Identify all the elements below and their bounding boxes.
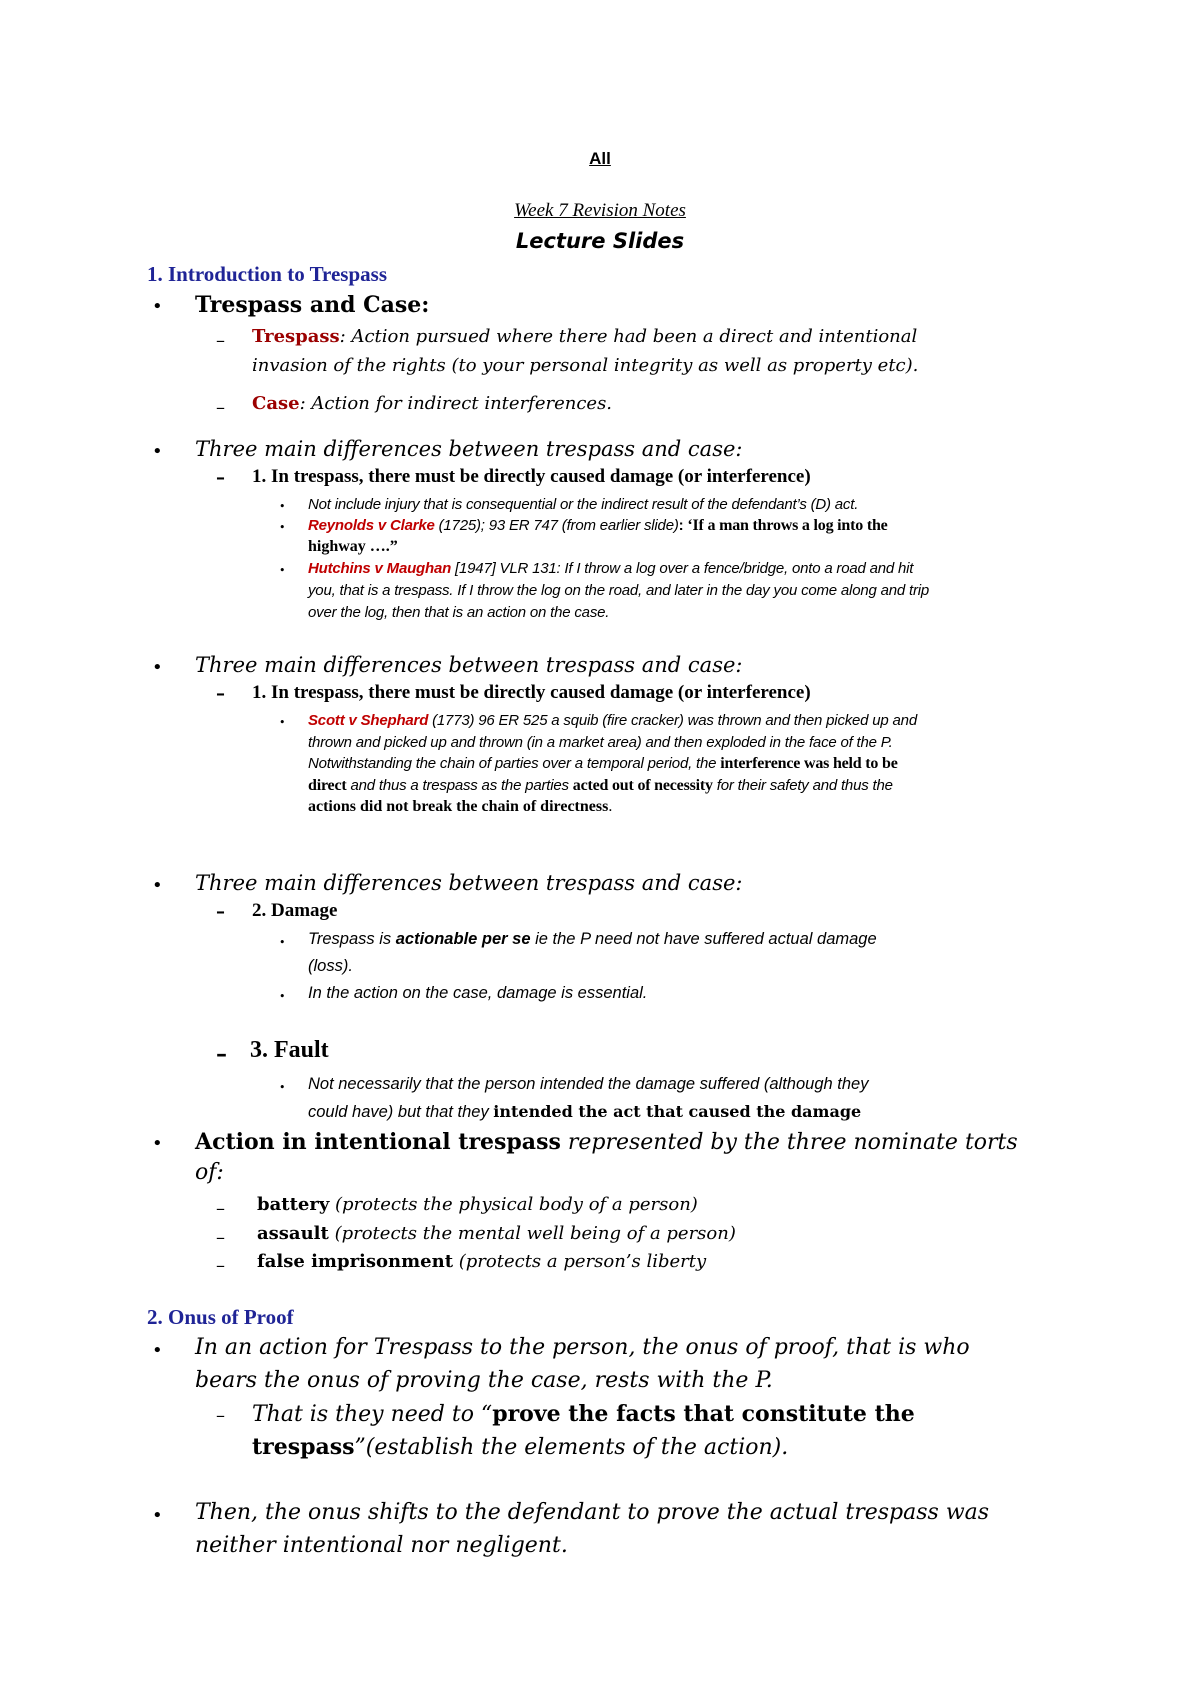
differences-heading-2: Three main differences between trespass and case: bbox=[195, 653, 743, 677]
onus-shift-line-2: neither intentional nor negligent. bbox=[195, 1533, 568, 1558]
onus-sub-line-2: trespass”(establish the elements of the action). bbox=[252, 1434, 789, 1460]
scott-case-name: Scott v Shephard bbox=[308, 712, 429, 729]
trespass-definition-line-2: invasion of the rights (to your personal integrity as well as property etc). bbox=[252, 355, 919, 376]
bullet-icon: • bbox=[152, 657, 163, 678]
not-include-note: Not include injury that is consequential or the indirect result of the defendant’s (D) act. bbox=[308, 496, 859, 513]
action-line-1: Action in intentional trespass represented by the three nominate torts bbox=[195, 1129, 1018, 1155]
hutchins-line-1: Hutchins v Maughan [1947] VLR 131: If I throw a log over a fence/bridge, onto a road and hit bbox=[308, 560, 914, 577]
tort-assault: assault (protects the mental well being of a person) bbox=[257, 1223, 736, 1244]
difference-2-heading: 2. Damage bbox=[252, 900, 338, 921]
reynolds-case-name: Reynolds v Clarke bbox=[308, 517, 435, 534]
section-1-title: Introduction to Trespass bbox=[168, 262, 387, 286]
difference-1-heading-repeat: 1. In trespass, there must be directly caused damage (or interference) bbox=[252, 682, 811, 703]
dash-icon: – bbox=[216, 901, 225, 922]
small-bullet-icon: • bbox=[279, 500, 286, 513]
onus-paragraph-line-1: In an action for Trespass to the person, the onus of proof, that is who bbox=[195, 1335, 970, 1360]
scott-line-2: thrown and picked up and thrown (in a market area) and then exploded in the face of the P. bbox=[308, 734, 893, 751]
differences-heading-3: Three main differences between trespass and case: bbox=[195, 871, 743, 895]
onus-shift-line-1: Then, the onus shifts to the defendant to prove the actual trespass was bbox=[195, 1500, 990, 1525]
hutchins-case-name: Hutchins v Maughan bbox=[308, 560, 452, 577]
section-2-number: 2. bbox=[147, 1305, 163, 1329]
tort-false-imprisonment: false imprisonment (protects a person’s liberty bbox=[257, 1251, 707, 1272]
dash-icon: – bbox=[216, 1198, 225, 1219]
fault-point-line-1: Not necessarily that the person intended the damage suffered (although they bbox=[308, 1075, 869, 1093]
damage-point-2: In the action on the case, damage is essential. bbox=[308, 984, 648, 1002]
trespass-term: Trespass bbox=[252, 326, 340, 347]
difference-1-heading: 1. In trespass, there must be directly caused damage (or interference) bbox=[252, 466, 811, 487]
small-bullet-icon: • bbox=[279, 564, 286, 577]
reynolds-line-2: highway ….” bbox=[308, 538, 398, 555]
small-bullet-icon: • bbox=[279, 936, 286, 949]
small-bullet-icon: • bbox=[279, 990, 286, 1003]
tort-battery: battery (protects the physical body of a person) bbox=[257, 1194, 698, 1215]
section-2-title: Onus of Proof bbox=[168, 1305, 294, 1329]
bullet-icon: • bbox=[152, 441, 163, 462]
bullet-icon: • bbox=[152, 1133, 163, 1154]
doc-label-all: All bbox=[589, 149, 611, 168]
small-bullet-icon: • bbox=[279, 716, 286, 729]
action-line-2: of: bbox=[195, 1160, 224, 1185]
onus-sub-line-1: That is they need to “prove the facts that constitute the bbox=[252, 1401, 915, 1427]
dash-icon: – bbox=[216, 683, 225, 704]
damage-point-1: Trespass is actionable per se ie the P need not have suffered actual damage bbox=[308, 930, 877, 948]
fault-point-line-2: could have) but that they intended the act that caused the damage bbox=[308, 1102, 862, 1121]
dash-icon: – bbox=[216, 1041, 227, 1067]
reynolds-line-1: Reynolds v Clarke (1725); 93 ER 747 (from earlier slide): ‘If a man throws a log into the bbox=[308, 517, 888, 534]
section-1-number: 1. bbox=[147, 262, 163, 286]
dash-icon: – bbox=[216, 1227, 225, 1248]
doc-title: Lecture Slides bbox=[515, 229, 685, 253]
onus-paragraph-line-2: bears the onus of proving the case, rests with the P. bbox=[195, 1368, 773, 1393]
dash-icon: – bbox=[216, 1405, 225, 1426]
case-definition: Case: Action for indirect interferences. bbox=[252, 393, 613, 414]
dash-icon: – bbox=[216, 467, 225, 488]
difference-3-heading: 3. Fault bbox=[250, 1037, 329, 1063]
dash-icon: – bbox=[216, 397, 225, 418]
small-bullet-icon: • bbox=[279, 521, 286, 534]
bullet-icon: • bbox=[152, 1340, 163, 1361]
small-bullet-icon: • bbox=[279, 1081, 286, 1094]
doc-subtitle: Week 7 Revision Notes bbox=[514, 200, 686, 221]
trespass-and-case-heading: Trespass and Case: bbox=[195, 292, 430, 318]
section-2-heading bbox=[147, 1305, 294, 1330]
section-1-heading bbox=[147, 262, 387, 287]
trespass-definition: : Action pursued where there had been a direct and intentional bbox=[339, 326, 918, 347]
damage-point-1-cont: (loss). bbox=[308, 957, 353, 975]
hutchins-line-2: you, that is a trespass. If I throw the log on the road, and later in the day you come along and trip bbox=[308, 582, 930, 599]
bullet-icon: • bbox=[152, 875, 163, 896]
hutchins-line-3: over the log, then that is an action on the case. bbox=[308, 604, 610, 621]
scott-line-5: actions did not break the chain of directness. bbox=[308, 798, 613, 815]
dash-icon: – bbox=[216, 330, 225, 351]
scott-line-4: direct and thus a trespass as the parties acted out of necessity for their safety and thus the bbox=[308, 777, 893, 794]
scott-line-1: Scott v Shephard (1773) 96 ER 525 a squib (fire cracker) was thrown and then picked up and bbox=[308, 712, 917, 729]
differences-heading-1: Three main differences between trespass and case: bbox=[195, 437, 743, 461]
trespass-definition-line-1 bbox=[252, 326, 917, 347]
scott-line-3: Notwithstanding the chain of parties over a temporal period, the interference was held to be bbox=[308, 755, 898, 772]
bullet-icon: • bbox=[152, 1505, 163, 1526]
dash-icon: – bbox=[216, 1255, 225, 1276]
case-term: Case bbox=[252, 393, 300, 414]
bullet-icon: • bbox=[152, 296, 163, 317]
